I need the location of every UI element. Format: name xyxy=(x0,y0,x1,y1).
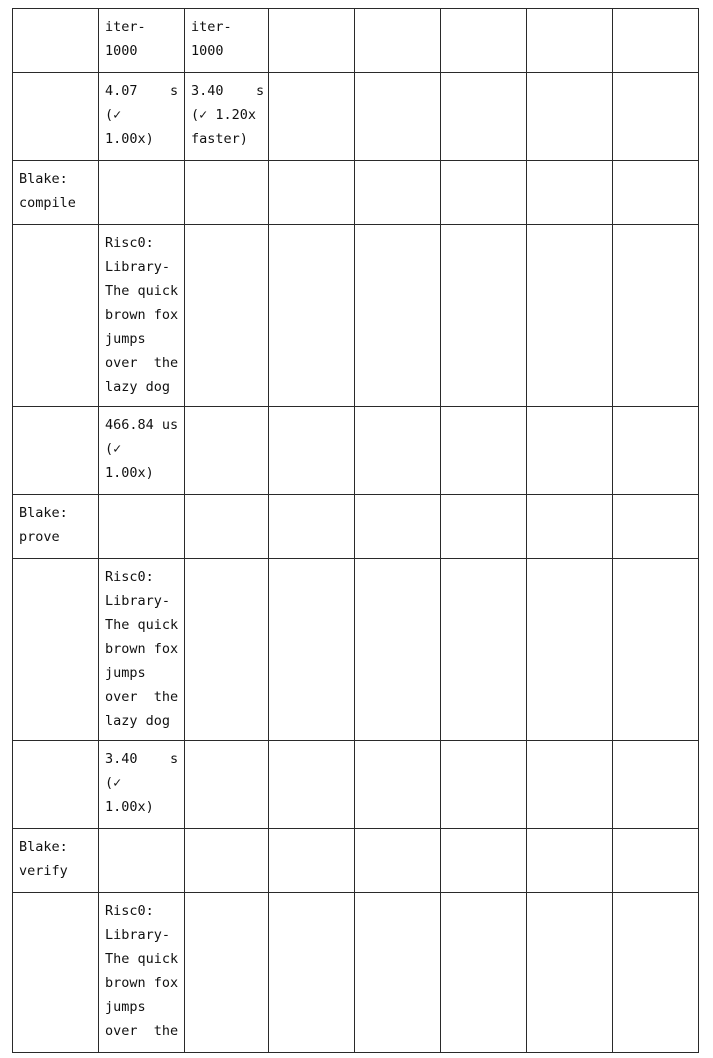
table-cell xyxy=(185,407,269,495)
cell-line: The quick xyxy=(105,283,179,299)
cell-line: 1.00x) xyxy=(105,131,154,147)
cell-line: The quick xyxy=(105,617,179,633)
cell-line: 466.84 us xyxy=(105,417,179,433)
table-cell xyxy=(527,741,613,829)
cell-line: jumps xyxy=(105,999,146,1015)
table-cell xyxy=(99,225,185,407)
table-row xyxy=(13,161,699,225)
cell-line: Blake: xyxy=(19,839,68,855)
table-cell xyxy=(527,225,613,407)
cell-line: brown fox xyxy=(105,307,179,323)
table-cell xyxy=(613,9,699,73)
cell-line: iter- xyxy=(191,19,232,35)
cell-line: compile xyxy=(19,195,76,211)
table-row xyxy=(13,9,699,73)
table-cell xyxy=(441,9,527,73)
table-cell xyxy=(185,741,269,829)
table-cell xyxy=(13,407,99,495)
table-cell xyxy=(355,893,441,1053)
table-row xyxy=(13,893,699,1053)
table-cell xyxy=(527,829,613,893)
cell-line: Blake: xyxy=(19,505,68,521)
table-cell xyxy=(185,161,269,225)
table-cell xyxy=(269,893,355,1053)
table-row xyxy=(13,225,699,407)
table-cell xyxy=(527,893,613,1053)
cell-line: 1.00x) xyxy=(105,799,154,815)
cell-text xyxy=(19,501,92,549)
cell-line: 1000 xyxy=(191,43,224,59)
cell-line: iter- xyxy=(105,19,146,35)
table-cell xyxy=(99,829,185,893)
table-cell xyxy=(527,407,613,495)
table-cell xyxy=(13,893,99,1053)
table-cell xyxy=(269,741,355,829)
cell-line: lazy dog xyxy=(105,379,171,395)
cell-text xyxy=(19,835,92,883)
cell-line: brown fox xyxy=(105,641,179,657)
table-cell xyxy=(185,73,269,161)
table-cell xyxy=(613,559,699,741)
cell-text xyxy=(105,79,178,151)
cell-text xyxy=(105,565,178,733)
cell-line: faster) xyxy=(191,131,248,147)
cell-line: 1.00x) xyxy=(105,465,154,481)
table-cell xyxy=(269,495,355,559)
cell-line: prove xyxy=(19,529,60,545)
table-cell xyxy=(613,829,699,893)
cell-line: Library- xyxy=(105,259,171,275)
cell-line: Library- xyxy=(105,927,171,943)
table-cell xyxy=(613,407,699,495)
table-cell xyxy=(613,495,699,559)
table-cell xyxy=(185,495,269,559)
cell-line: Library- xyxy=(105,593,171,609)
table-cell xyxy=(355,407,441,495)
table-cell xyxy=(441,893,527,1053)
table-cell xyxy=(355,495,441,559)
cell-line: over the xyxy=(105,1023,179,1039)
table-cell xyxy=(613,73,699,161)
table-cell xyxy=(441,225,527,407)
table-cell xyxy=(13,495,99,559)
table-cell xyxy=(99,559,185,741)
table-cell xyxy=(441,495,527,559)
table-row xyxy=(13,407,699,495)
table-cell xyxy=(185,9,269,73)
table-cell xyxy=(269,73,355,161)
cell-line: verify xyxy=(19,863,68,879)
cell-line: jumps xyxy=(105,331,146,347)
cell-line: 1000 xyxy=(105,43,138,59)
table-cell xyxy=(355,161,441,225)
cell-text xyxy=(105,747,178,819)
table-cell xyxy=(185,225,269,407)
cell-line: The quick xyxy=(105,951,179,967)
table-cell xyxy=(13,829,99,893)
table-body xyxy=(13,9,699,1053)
table-cell xyxy=(13,559,99,741)
table-cell xyxy=(355,741,441,829)
table-cell xyxy=(527,559,613,741)
table-cell xyxy=(355,225,441,407)
cell-line: 3.40 s xyxy=(191,83,265,99)
table-cell xyxy=(269,9,355,73)
table-row xyxy=(13,741,699,829)
table-row xyxy=(13,73,699,161)
table-cell xyxy=(527,9,613,73)
table-cell xyxy=(355,559,441,741)
table-cell xyxy=(613,225,699,407)
cell-line: Risc0: xyxy=(105,235,154,251)
table-row xyxy=(13,559,699,741)
cell-line: Risc0: xyxy=(105,569,154,585)
table-cell xyxy=(13,161,99,225)
table-cell xyxy=(527,495,613,559)
cell-line: 3.40 s xyxy=(105,751,179,767)
table-cell xyxy=(269,407,355,495)
cell-line: (✓ xyxy=(105,775,122,791)
cell-line: (✓ xyxy=(105,107,122,123)
cell-line: (✓ xyxy=(105,441,122,457)
table-cell xyxy=(613,741,699,829)
cell-line: 4.07 s xyxy=(105,83,179,99)
table-cell xyxy=(269,829,355,893)
table-cell xyxy=(355,73,441,161)
table-cell xyxy=(613,161,699,225)
table-cell xyxy=(99,741,185,829)
table-cell xyxy=(269,161,355,225)
table-cell xyxy=(441,161,527,225)
table-cell xyxy=(355,829,441,893)
table-cell xyxy=(441,741,527,829)
cell-text xyxy=(19,167,92,215)
cell-line: over the xyxy=(105,355,179,371)
table-cell xyxy=(269,225,355,407)
table-cell xyxy=(99,73,185,161)
table-cell xyxy=(13,741,99,829)
cell-text xyxy=(105,899,178,1043)
table-cell xyxy=(527,73,613,161)
cell-text xyxy=(105,231,178,399)
cell-line: Blake: xyxy=(19,171,68,187)
table-cell xyxy=(99,495,185,559)
cell-line: jumps xyxy=(105,665,146,681)
cell-line: Risc0: xyxy=(105,903,154,919)
table-cell xyxy=(13,225,99,407)
table-cell xyxy=(441,73,527,161)
table-cell xyxy=(185,829,269,893)
table-row xyxy=(13,829,699,893)
cell-text xyxy=(191,15,262,63)
table-cell xyxy=(13,73,99,161)
cell-line: brown fox xyxy=(105,975,179,991)
cell-text xyxy=(191,79,265,151)
cell-text xyxy=(105,15,178,63)
table-cell xyxy=(441,559,527,741)
table-cell xyxy=(441,407,527,495)
table-cell xyxy=(99,9,185,73)
table-cell xyxy=(99,407,185,495)
table-cell xyxy=(99,161,185,225)
benchmark-table xyxy=(12,8,699,1053)
table-cell xyxy=(13,9,99,73)
table-cell xyxy=(185,559,269,741)
cell-text xyxy=(105,413,178,485)
table-cell xyxy=(269,559,355,741)
table-cell xyxy=(185,893,269,1053)
table-cell xyxy=(527,161,613,225)
cell-line: (✓ 1.20x xyxy=(191,107,257,123)
table-cell xyxy=(613,893,699,1053)
table-cell xyxy=(99,893,185,1053)
table-cell xyxy=(441,829,527,893)
cell-line: lazy dog xyxy=(105,713,171,729)
table-row xyxy=(13,495,699,559)
cell-line: over the xyxy=(105,689,179,705)
table-cell xyxy=(355,9,441,73)
